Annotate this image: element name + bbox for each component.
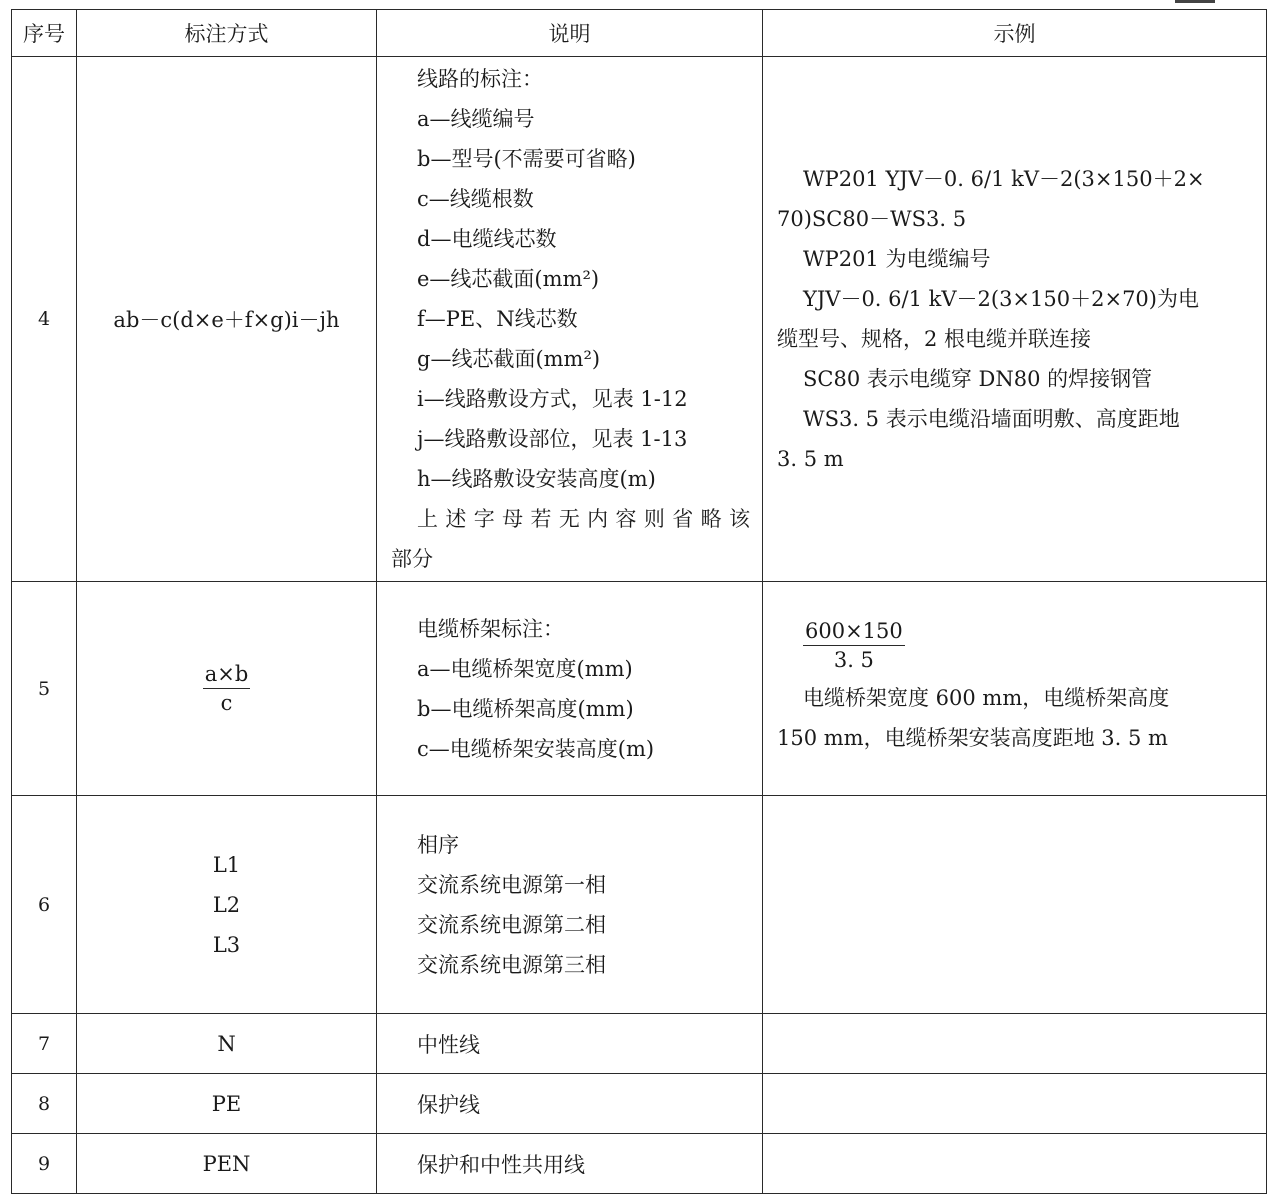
fraction-numerator: a×b bbox=[203, 662, 251, 689]
row-no: 6 bbox=[12, 796, 77, 1014]
desc-line: b—型号(不需要可省略) bbox=[417, 147, 636, 171]
desc-line: i—线路敷设方式，见表 1-12 bbox=[417, 387, 688, 411]
row-no: 5 bbox=[12, 582, 77, 796]
desc-line: 相序 bbox=[417, 832, 459, 857]
header-description: 说明 bbox=[377, 10, 763, 57]
example-cell bbox=[763, 1134, 1267, 1194]
desc-line: e—线芯截面(mm²) bbox=[417, 267, 600, 291]
fraction-denominator: 3. 5 bbox=[833, 648, 874, 672]
description-cell bbox=[377, 57, 763, 582]
marking-symbol: PEN bbox=[77, 1134, 377, 1194]
example-cell bbox=[763, 582, 1267, 796]
row-no: 8 bbox=[12, 1074, 77, 1134]
desc-line: d—电缆线芯数 bbox=[417, 227, 557, 251]
table-row bbox=[12, 582, 1267, 796]
example-fraction-wrap bbox=[777, 619, 1254, 672]
fraction bbox=[203, 662, 251, 715]
marking-symbol: PE bbox=[77, 1074, 377, 1134]
description-cell bbox=[377, 1074, 763, 1134]
table-row bbox=[12, 57, 1267, 582]
example-line: WP201 为电缆编号 bbox=[803, 247, 991, 271]
example-cell bbox=[763, 796, 1267, 1014]
example-cell bbox=[763, 1014, 1267, 1074]
marking-fraction bbox=[77, 582, 377, 796]
description-cell bbox=[377, 1134, 763, 1194]
header-no: 序号 bbox=[12, 10, 77, 57]
table-row bbox=[12, 1074, 1267, 1134]
phase-label: L2 bbox=[212, 892, 241, 917]
desc-line: f—PE、N线芯数 bbox=[417, 307, 578, 331]
table-row bbox=[12, 796, 1267, 1014]
desc-line: c—线缆根数 bbox=[417, 187, 534, 211]
desc-line: a—线缆编号 bbox=[417, 107, 535, 131]
marking-symbol: N bbox=[77, 1014, 377, 1074]
desc-line: 交流系统电源第三相 bbox=[417, 952, 606, 977]
desc-line: 保护和中性共用线 bbox=[417, 1152, 585, 1177]
desc-line: 部分 bbox=[391, 547, 433, 571]
marking-formula: ab－c(d×e＋f×g)i－jh bbox=[77, 57, 377, 582]
page-edge-mark bbox=[1175, 0, 1215, 3]
example-cell bbox=[763, 1074, 1267, 1134]
desc-line: a—电缆桥架宽度(mm) bbox=[417, 656, 633, 681]
description-cell bbox=[377, 796, 763, 1014]
desc-line: 交流系统电源第二相 bbox=[417, 912, 606, 937]
desc-line: j—线路敷设部位，见表 1-13 bbox=[417, 427, 688, 451]
phase-label: L3 bbox=[212, 932, 241, 957]
example-line: YJV－0. 6/1 kV－2(3×150＋2×70)为电 bbox=[803, 287, 1199, 311]
row-no: 4 bbox=[12, 57, 77, 582]
description-cell bbox=[377, 1014, 763, 1074]
example-line: 150 mm，电缆桥架安装高度距地 3. 5 m bbox=[777, 726, 1168, 750]
row-no: 7 bbox=[12, 1014, 77, 1074]
desc-line: h—线路敷设安装高度(m) bbox=[417, 467, 656, 491]
cable-marking-table bbox=[11, 9, 1267, 1194]
phase-label: L1 bbox=[212, 852, 241, 877]
fraction-numerator: 600×150 bbox=[803, 619, 905, 646]
table-row bbox=[12, 1134, 1267, 1194]
desc-line: c—电缆桥架安装高度(m) bbox=[417, 736, 655, 761]
example-line: WP201 YJV－0. 6/1 kV－2(3×150＋2× bbox=[803, 167, 1205, 191]
example-line: 3. 5 m bbox=[777, 447, 844, 471]
header-row bbox=[12, 10, 1267, 57]
desc-line: 线路的标注： bbox=[417, 67, 543, 91]
desc-line: 交流系统电源第一相 bbox=[417, 872, 606, 897]
example-fraction bbox=[803, 619, 905, 672]
desc-line: 中性线 bbox=[417, 1032, 480, 1057]
example-line: 70)SC80－WS3. 5 bbox=[777, 207, 967, 231]
desc-line: g—线芯截面(mm²) bbox=[417, 347, 601, 371]
header-example: 示例 bbox=[763, 10, 1267, 57]
example-line: 缆型号、规格，2 根电缆并联连接 bbox=[777, 327, 1092, 351]
desc-line: 上述字母若无内容则省略该 bbox=[417, 507, 750, 531]
fraction-denominator: c bbox=[220, 691, 233, 715]
example-line: SC80 表示电缆穿 DN80 的焊接钢管 bbox=[803, 367, 1153, 391]
table-row bbox=[12, 1014, 1267, 1074]
example-line: 电缆桥架宽度 600 mm，电缆桥架高度 bbox=[803, 686, 1170, 710]
marking-phases bbox=[77, 796, 377, 1014]
description-cell bbox=[377, 582, 763, 796]
header-marking: 标注方式 bbox=[77, 10, 377, 57]
desc-line: b—电缆桥架高度(mm) bbox=[417, 696, 634, 721]
desc-line: 保护线 bbox=[417, 1092, 480, 1117]
desc-line: 电缆桥架标注： bbox=[417, 616, 564, 641]
row-no: 9 bbox=[12, 1134, 77, 1194]
example-line: WS3. 5 表示电缆沿墙面明敷、高度距地 bbox=[803, 407, 1180, 431]
example-cell bbox=[763, 57, 1267, 582]
